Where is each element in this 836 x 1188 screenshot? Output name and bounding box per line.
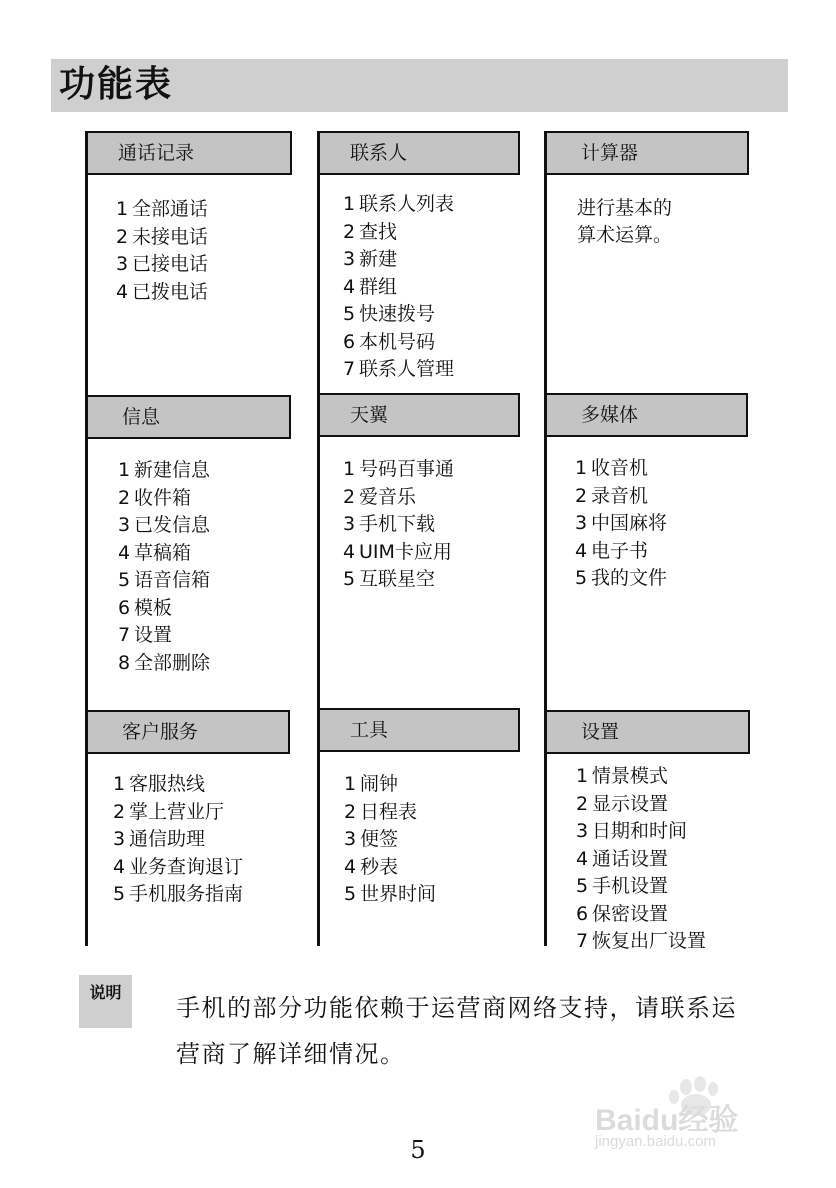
list-item: 4 UIM卡应用 [343,540,452,563]
menu-list-tools [344,771,436,909]
menu-header-tools: 工具 [318,708,520,752]
list-item: 4 已拨电话 [116,280,209,303]
list-item: 5 手机设置 [576,875,669,897]
list-item: 1 号码百事通 [343,458,455,480]
list-item: 7 恢复出厂设置 [576,930,707,952]
list-item: 5 我的文件 [575,567,668,589]
list-item: 6 本机号码 [343,330,436,353]
list-item: 3 手机下载 [343,513,436,535]
menu-header-settings: 设置 [545,710,750,754]
list-item: 5 手机服务指南 [113,883,244,905]
list-item: 5 快速拨号 [343,303,436,325]
list-item: 3 日期和时间 [576,820,688,842]
menu-list-contacts [343,191,454,384]
menu-header-call-log: 通话记录 [86,131,292,175]
menu-list-call-log [116,196,208,306]
column-1-divider [85,131,88,946]
list-item: 1 收音机 [575,457,649,479]
menu-list-tianyi [343,456,454,594]
list-item: 5 语音信箱 [118,569,211,591]
list-item: 1 新建信息 [118,459,211,481]
menu-list-customer-service [113,771,243,909]
list-item: 5 世界时间 [344,883,437,905]
menu-header-contacts: 联系人 [318,131,520,175]
description-line: 进行基本的 [577,197,673,219]
menu-header-calculator: 计算器 [545,131,749,175]
list-item: 2 日程表 [344,800,418,823]
list-item: 8 全部删除 [118,651,211,674]
list-item: 4 业务查询退订 [113,855,244,878]
list-item: 2 掌上营业厅 [113,800,225,823]
list-item: 4 通话设置 [576,847,669,870]
menu-list-settings [576,763,706,956]
list-item: 4 草稿箱 [118,541,192,564]
page-title: 功能表 [59,64,174,105]
list-item: 3 通信助理 [113,828,206,850]
menu-list-messages [118,457,210,677]
menu-list-multimedia [575,455,667,593]
list-item: 1 闹钟 [344,773,399,795]
menu-header-customer-service: 客户服务 [86,710,290,754]
list-item: 4 秒表 [344,855,399,878]
column-2-divider [317,131,320,946]
list-item: 6 保密设置 [576,902,669,925]
list-item: 3 中国麻将 [575,512,668,534]
column-3-divider [544,131,547,946]
list-item: 3 已接电话 [116,253,209,275]
list-item: 7 联系人管理 [343,358,455,380]
list-item: 1 联系人列表 [343,193,455,215]
watermark [590,1075,790,1155]
list-item: 3 已发信息 [118,514,211,536]
title-bar [51,59,788,112]
list-item: 6 模板 [118,596,173,619]
note-text: 手机的部分功能依赖于运营商网络支持，请联系运营商了解详细情况。 [176,994,737,1068]
list-item: 4 群组 [343,275,398,298]
watermark-brand: Baidu经验 [595,1104,739,1137]
list-item: 2 收件箱 [118,486,192,509]
list-item: 1 客服热线 [113,773,206,795]
note-label: 说明 [79,975,132,1028]
list-item: 7 设置 [118,624,173,646]
list-item: 2 未接电话 [116,225,209,248]
list-item: 4 电子书 [575,539,649,562]
list-item: 2 录音机 [575,484,649,507]
menu-header-tianyi: 天翼 [318,393,520,437]
calculator-description [577,195,672,249]
menu-header-messages: 信息 [86,395,291,439]
list-item: 2 爱音乐 [343,485,417,508]
menu-header-multimedia: 多媒体 [545,393,748,437]
list-item: 5 互联星空 [343,568,436,590]
list-item: 3 新建 [343,248,398,270]
list-item: 2 显示设置 [576,792,669,815]
list-item: 1 全部通话 [116,198,209,220]
list-item: 1 情景模式 [576,765,669,787]
description-line: 算术运算。 [577,224,673,246]
list-item: 2 查找 [343,220,398,243]
page-number: 5 [410,1136,426,1164]
watermark-url: jingyan.baidu.com [595,1133,716,1150]
list-item: 3 便签 [344,828,399,850]
